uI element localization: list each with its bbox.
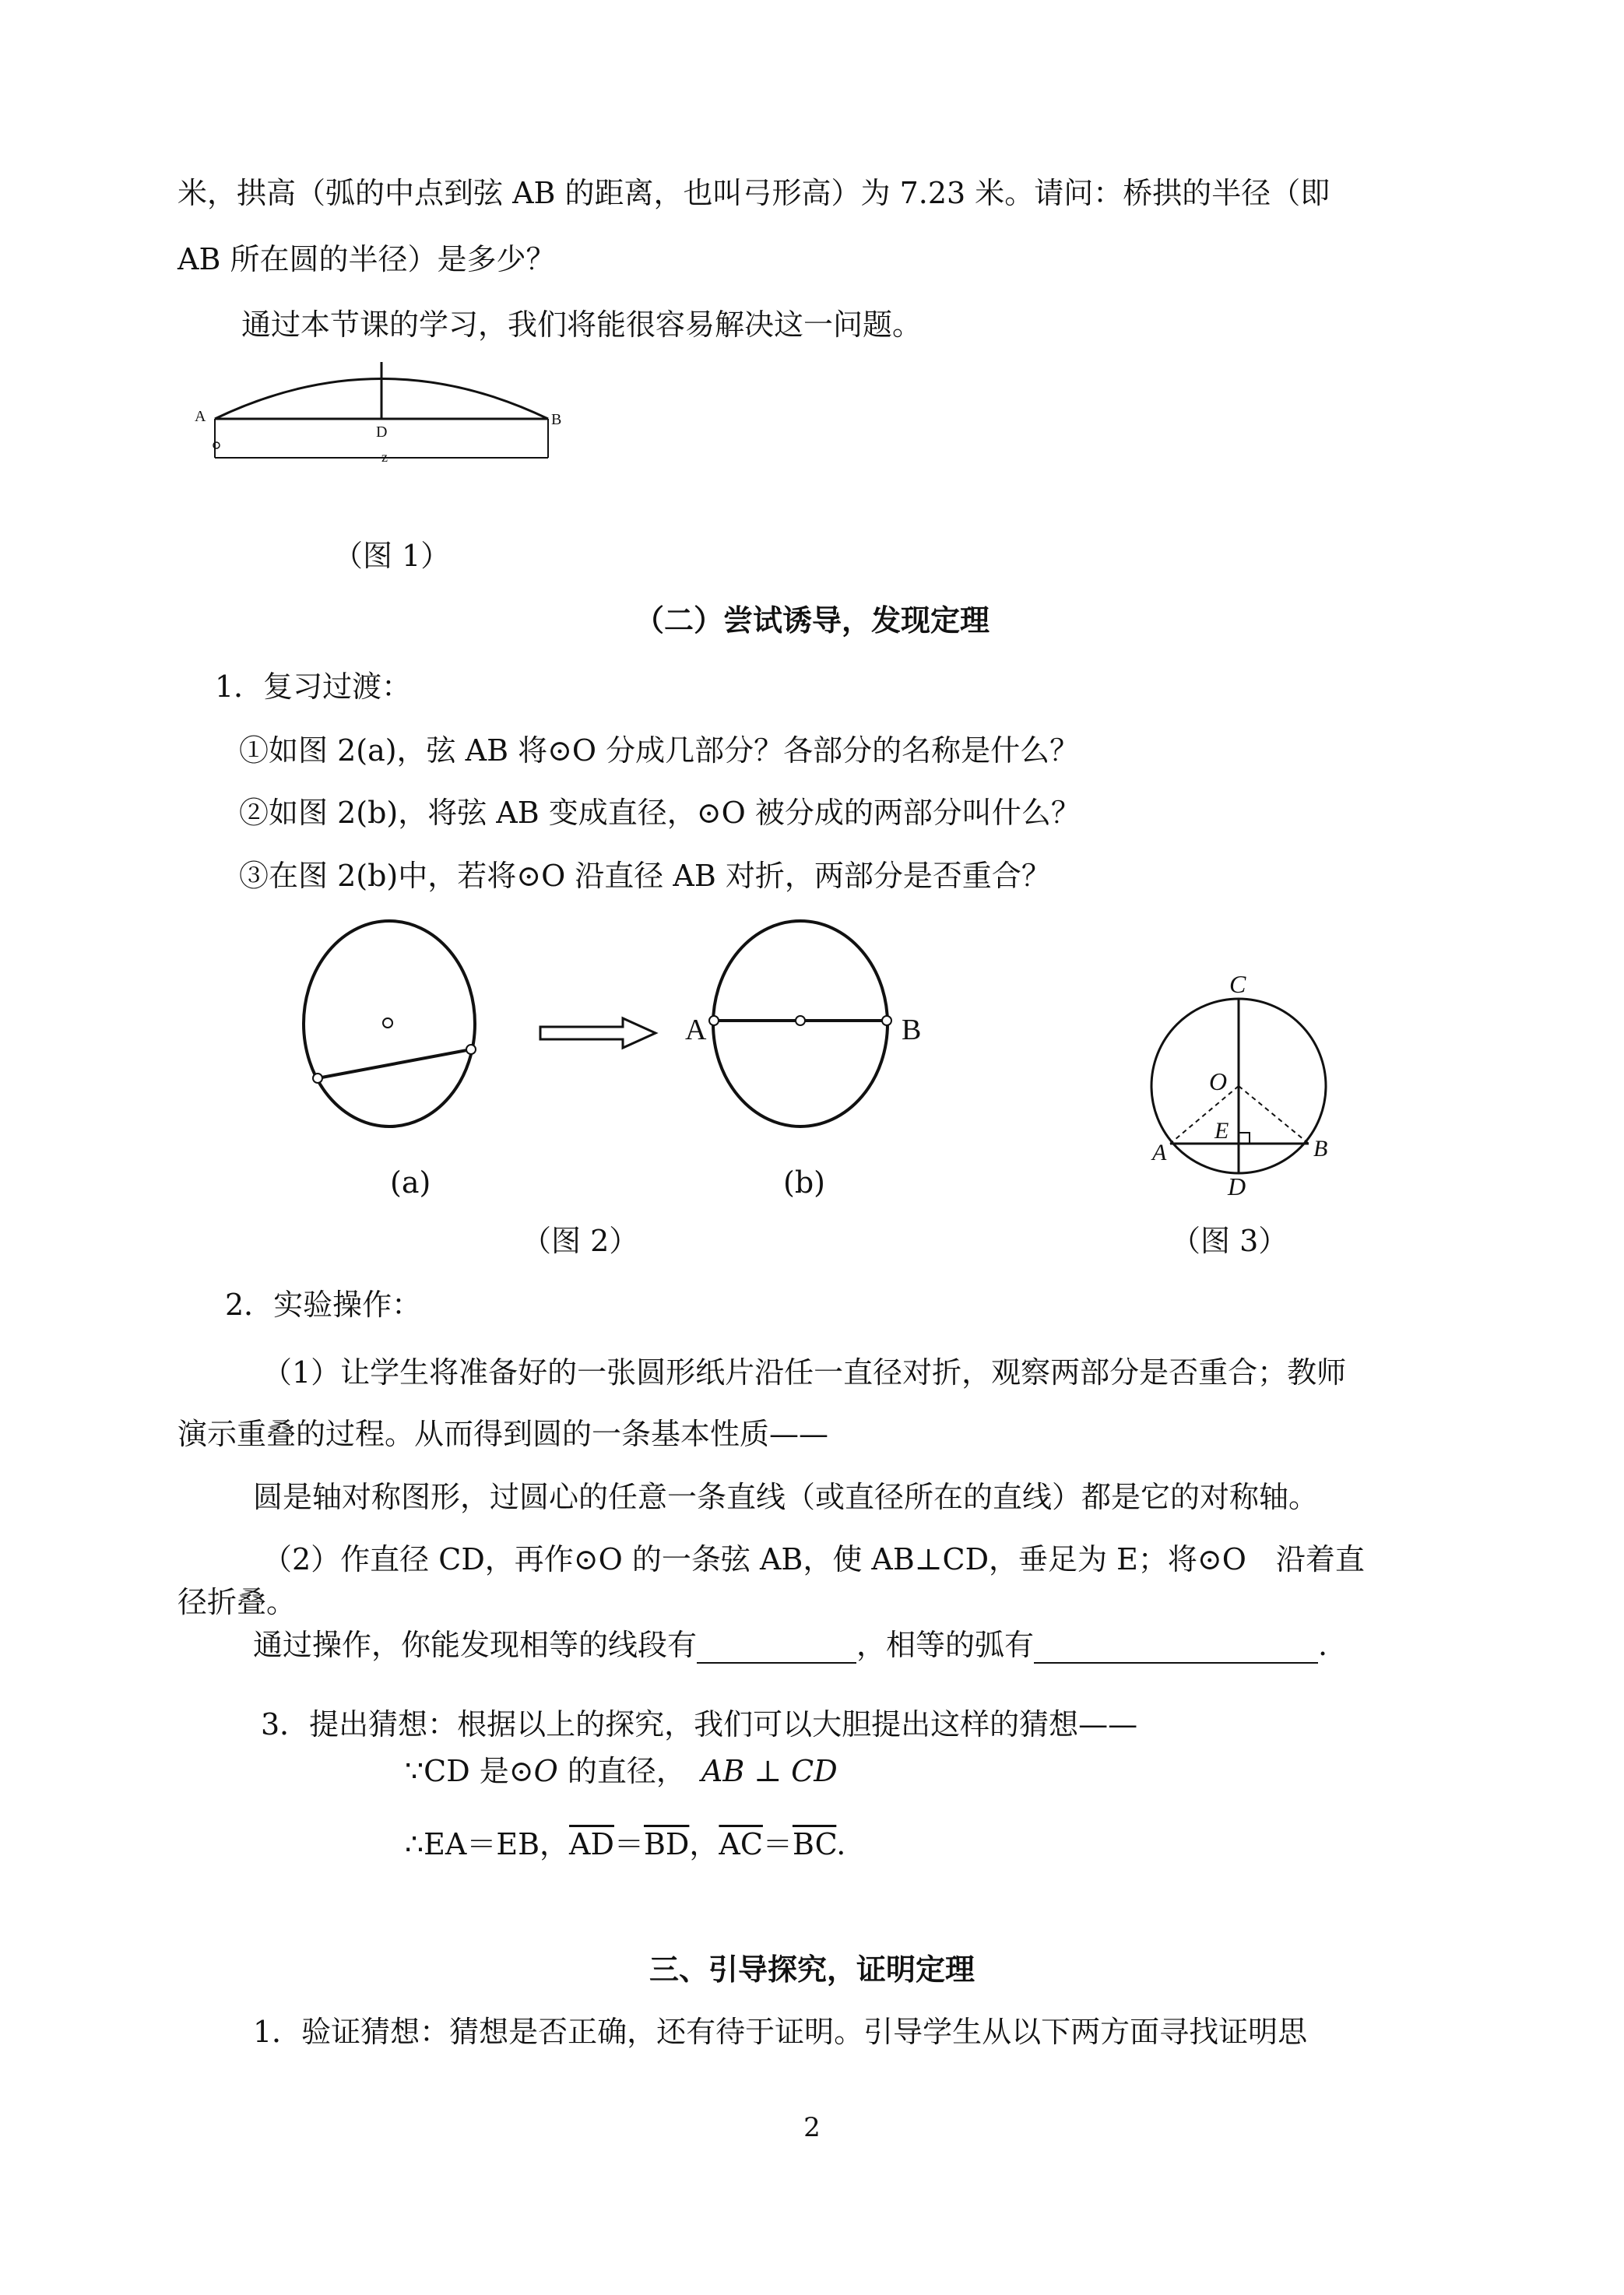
conjecture-therefore xyxy=(405,1827,845,1863)
question-3: ③在图 2(b)中，若将⊙O 沿直径 AB 对折，两部分是否重合？ xyxy=(239,859,1051,893)
section-3-item-1: 1．验证猜想：猜想是否正确，还有待于证明。引导学生从以下两方面寻找证明思 xyxy=(253,2015,1308,2049)
item-3-title: 3．提出猜想：根据以上的探究，我们可以大胆提出这样的猜想—— xyxy=(261,1707,1138,1741)
question-2: ②如图 2(b)，将弦 AB 变成直径，⊙O 被分成的两部分叫什么？ xyxy=(239,796,1081,830)
fig3-label-e: E xyxy=(1214,1118,1229,1144)
because-middle: 的直径， xyxy=(557,1754,686,1788)
separator: ， xyxy=(689,1827,719,1861)
arcs-answer-blank[interactable] xyxy=(1034,1634,1318,1664)
figure-2a-sublabel: (a) xyxy=(390,1165,431,1200)
fig3-label-o: O xyxy=(1209,1067,1228,1095)
because-circle-o: O xyxy=(533,1754,558,1788)
intro-line-1: 米，拱高（弧的中点到弦 AB 的距离，也叫弓形高）为 7.23 米。请问：桥拱的半径（即 xyxy=(178,176,1330,210)
chord-ab-a xyxy=(318,1049,471,1078)
because-text: ∵CD 是⊙ xyxy=(405,1754,534,1788)
arc-ac: $\overline{AC}$ xyxy=(719,1827,763,1861)
fig3-label-d: D xyxy=(1228,1172,1246,1200)
conjecture-because xyxy=(405,1754,838,1790)
fill-blank-end: . xyxy=(1318,1628,1328,1662)
because-perpendicular: AB ⊥ CD xyxy=(701,1754,838,1788)
intro-line-2: AB 所在圆的半径）是多少？ xyxy=(178,242,556,276)
section-2-item-1: 1．复习过渡： xyxy=(215,670,412,704)
arc-bd: $\overline{BD}$ xyxy=(643,1827,690,1861)
segments-answer-blank[interactable] xyxy=(697,1634,856,1664)
fig3-label-b: B xyxy=(1313,1136,1328,1162)
item-2-fill-blank xyxy=(253,1628,1327,1664)
item-2-title: 2．实验操作： xyxy=(225,1288,422,1322)
fill-blank-prefix: 通过操作，你能发现相等的线段有 xyxy=(253,1628,698,1662)
intro-line-3: 通过本节课的学习，我们将能很容易解决这一问题。 xyxy=(241,308,923,342)
fig3-label-c: C xyxy=(1229,970,1246,998)
arc-bc: $\overline{BC}$ xyxy=(792,1827,837,1861)
page-number: 2 xyxy=(803,2112,821,2143)
therefore-text: ∴EA＝EB， xyxy=(405,1827,570,1861)
fig1-label-a: A xyxy=(195,408,206,425)
section-3-title: 三、引导探究，证明定理 xyxy=(649,1952,975,1987)
fig1-label-b: B xyxy=(551,411,562,428)
item-2-p1-line-1: （1）让学生将准备好的一张圆形纸片沿任一直径对折，观察两部分是否重合；教师 xyxy=(262,1355,1347,1390)
figure-2-caption: （图 2） xyxy=(522,1224,639,1258)
right-angle-mark xyxy=(1239,1133,1250,1144)
item-2-p1-line-2: 演示重叠的过程。从而得到圆的一条基本性质—— xyxy=(178,1417,829,1451)
question-1: ①如图 2(a)，弦 AB 将⊙O 分成几部分？各部分的名称是什么？ xyxy=(239,733,1080,768)
figure-3 xyxy=(1141,965,1343,1207)
circle-property: 圆是轴对称图形，过圆心的任意一条直线（或直径所在的直线）都是它的对称轴。 xyxy=(253,1480,1319,1514)
figure-2b-sublabel: (b) xyxy=(783,1165,825,1200)
equals-2: ＝ xyxy=(762,1827,793,1861)
center-point-b xyxy=(796,1016,805,1025)
fig1-label-d: D xyxy=(376,424,388,441)
fig1-label-bottom: z xyxy=(381,449,388,465)
figure-2b xyxy=(681,911,923,1137)
center-point-a xyxy=(383,1018,392,1028)
figure-1-arch xyxy=(195,346,576,471)
period: . xyxy=(836,1827,846,1861)
equals-1: ＝ xyxy=(613,1827,644,1861)
figure-3-caption: （图 3） xyxy=(1171,1224,1288,1258)
item-2-p2-line-1: （2）作直径 CD，再作⊙O 的一条弦 AB，使 AB⊥CD，垂足为 E；将⊙O 沿着直 xyxy=(262,1542,1365,1576)
fig2b-label-b: B xyxy=(902,1014,922,1046)
fig2b-label-a: A xyxy=(685,1014,707,1046)
arrow-icon xyxy=(537,1016,662,1050)
figure-2a xyxy=(296,911,490,1137)
fill-blank-middle: ，相等的弧有 xyxy=(856,1628,1035,1662)
section-2-title: （二）尝试诱导，发现定理 xyxy=(634,603,990,638)
item-2-p2-line-2: 径折叠。 xyxy=(178,1585,297,1619)
arc-ad: $\overline{AD}$ xyxy=(569,1827,614,1861)
figure-1-caption: （图 1） xyxy=(333,539,451,573)
fig3-label-a: A xyxy=(1152,1140,1167,1165)
